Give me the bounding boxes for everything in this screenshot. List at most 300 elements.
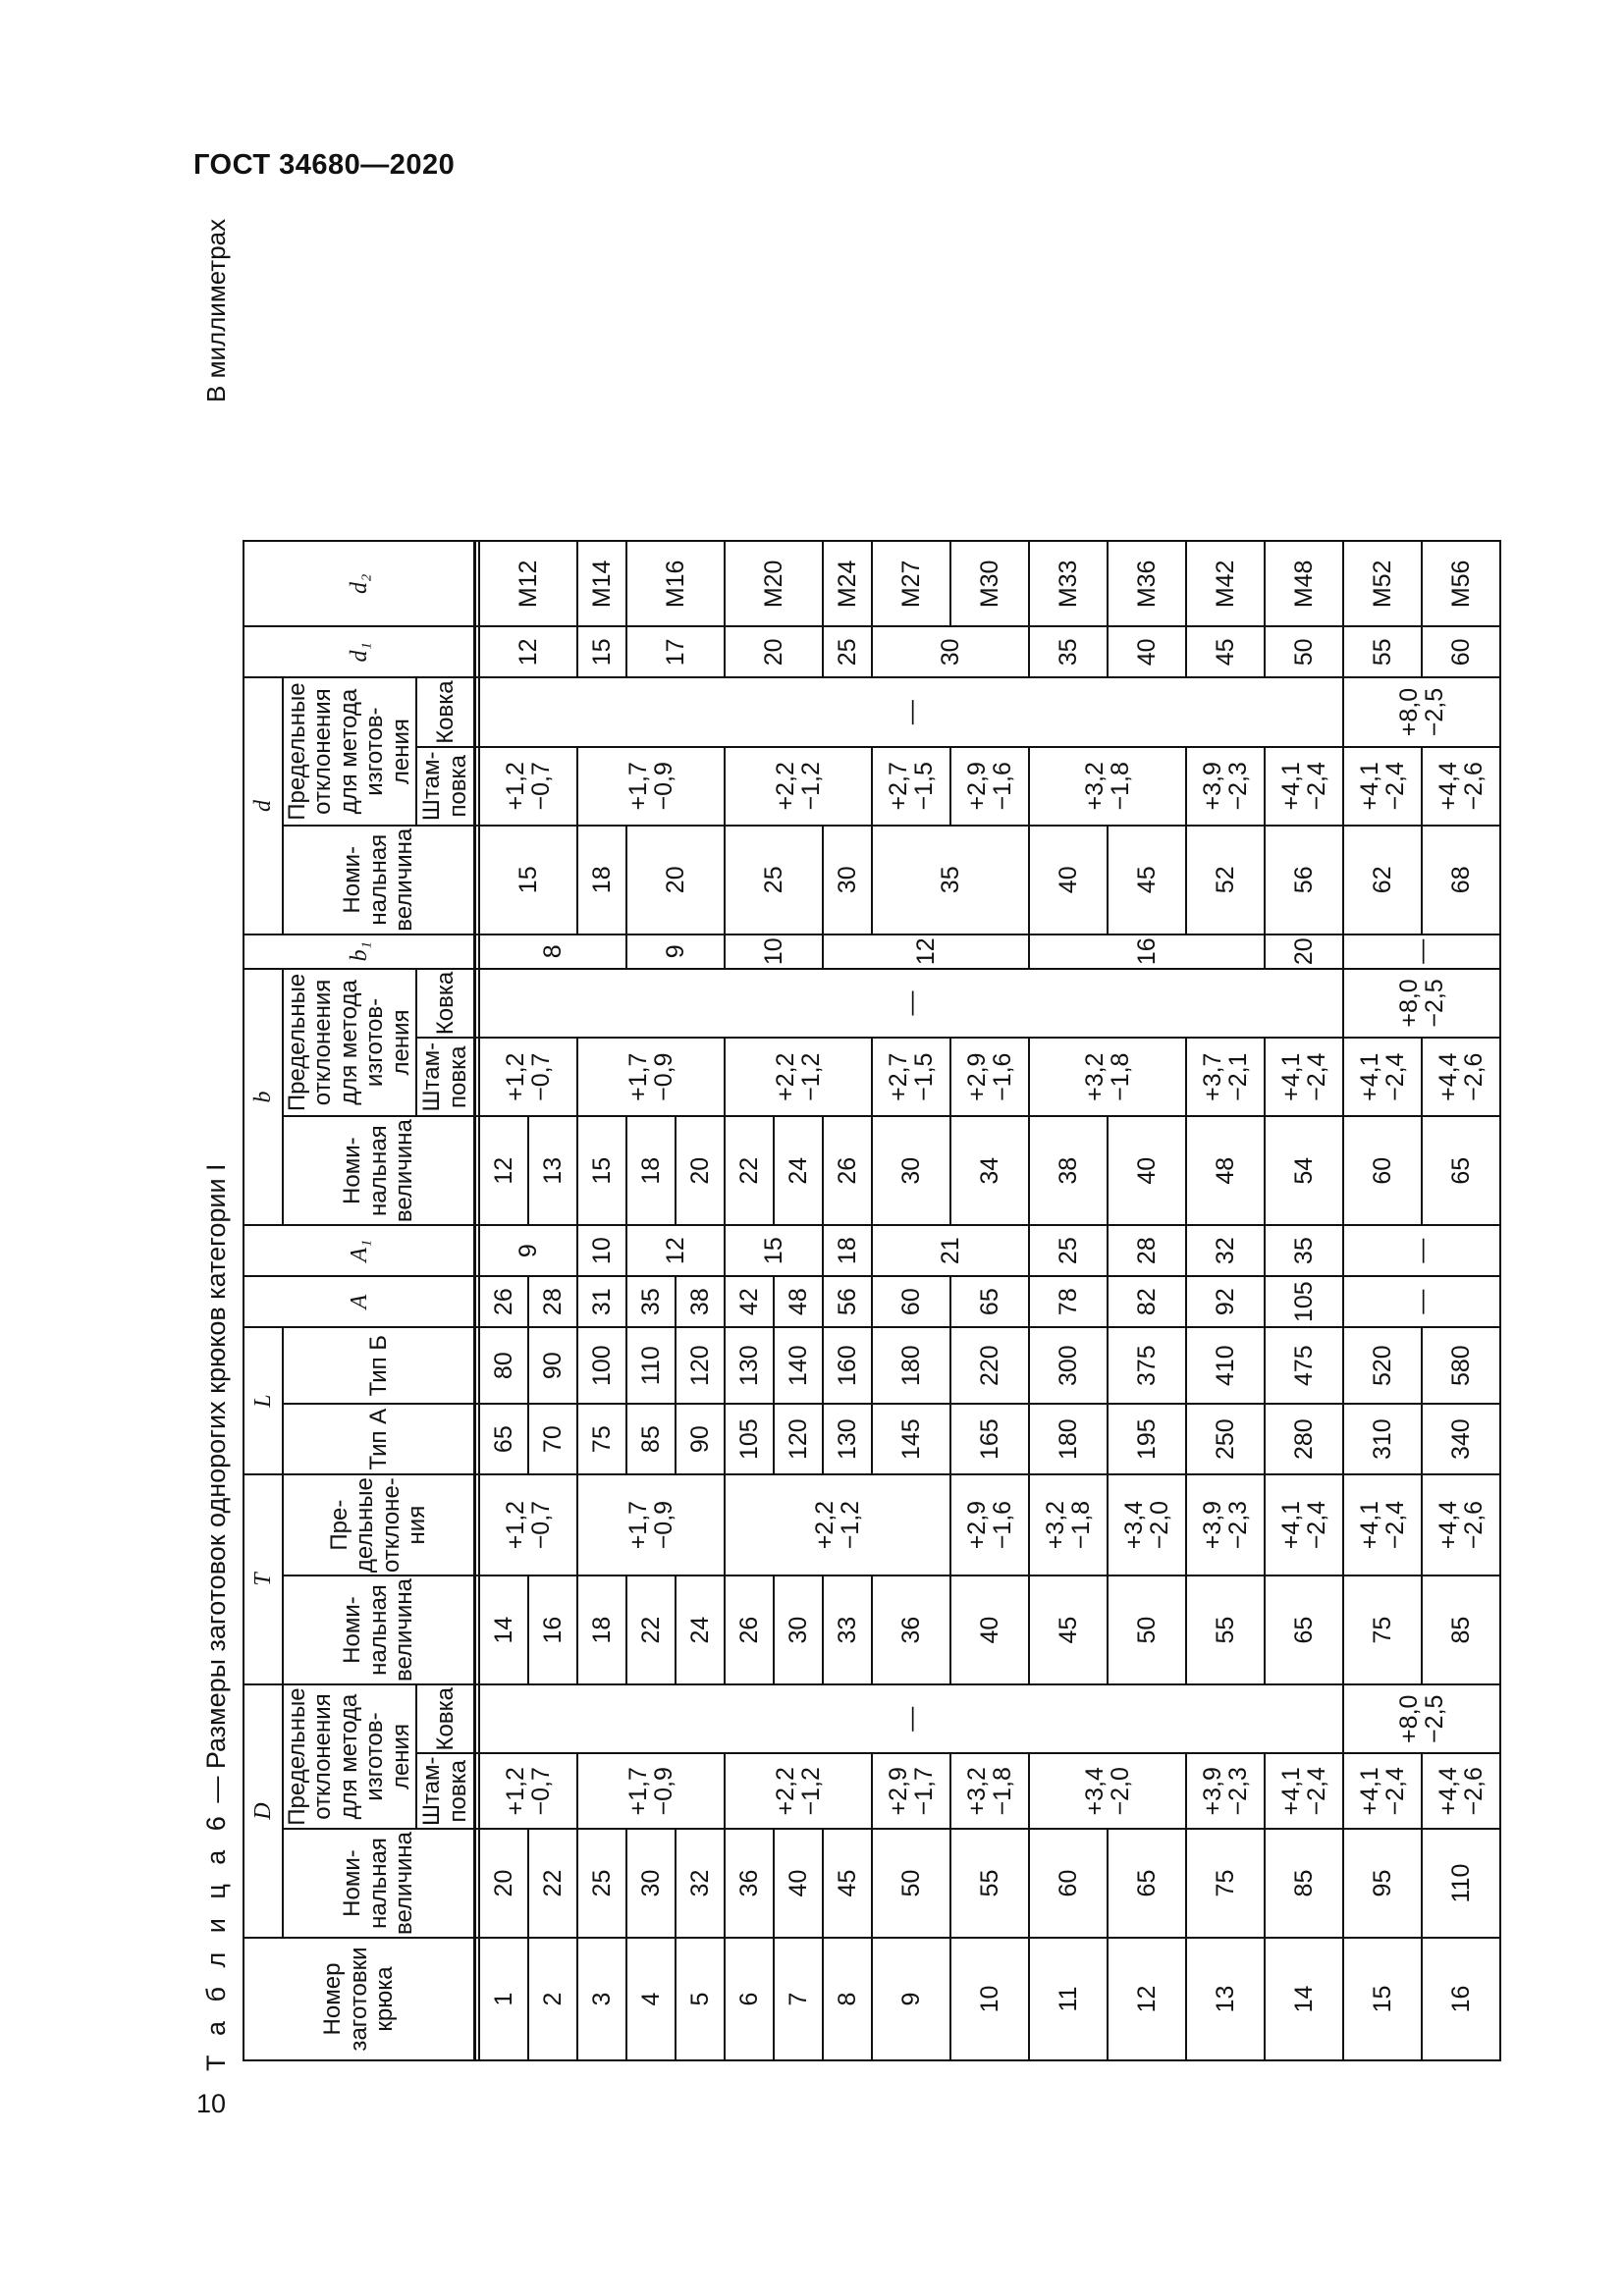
header-b-forging: Ковка	[416, 969, 475, 1038]
header-b-nominal: Номи- нальная величина	[283, 1116, 475, 1225]
deviation-value: +3,2 −1,8	[1080, 1052, 1135, 1101]
cell-d-nom: 68	[1422, 826, 1500, 934]
cell-T-nom: 55	[1186, 1575, 1265, 1684]
cell-b-stamp	[725, 1038, 872, 1116]
cell-D-nom: 22	[528, 1829, 577, 1938]
cell-A1: 12	[626, 1225, 725, 1276]
header-hook-number: Номер заготовки крюка	[244, 1938, 475, 2060]
deviation-value: +1,2 −0,7	[501, 1500, 556, 1550]
cell-b-nom: 30	[872, 1116, 950, 1225]
cell-b-stamp	[479, 1038, 577, 1116]
deviation-value: +2,2 −1,2	[810, 1500, 865, 1550]
cell-D-nom: 85	[1265, 1829, 1343, 1938]
header-d-forging: Ковка	[416, 677, 475, 746]
cell-T-dev	[1265, 1474, 1343, 1575]
cell-b-nom: 18	[626, 1116, 676, 1225]
cell-D-nom: 75	[1186, 1829, 1265, 1938]
cell-A1: 32	[1186, 1225, 1265, 1276]
table-row	[1186, 541, 1265, 2060]
header-A1: A₁	[244, 1225, 475, 1276]
header-d-nominal: Номи- нальная величина	[283, 826, 475, 934]
deviation-value: +1,7 −0,9	[623, 762, 678, 811]
table-row	[725, 541, 774, 2060]
cell-L-b: 180	[872, 1327, 950, 1404]
table-row	[950, 541, 1029, 2060]
header-d2: d₂	[244, 541, 475, 626]
cell-b-nom: 26	[823, 1116, 872, 1225]
cell-L-b: 80	[479, 1327, 528, 1404]
cell-d-nom: 25	[725, 826, 823, 934]
deviation-value: +4,4 −2,6	[1434, 762, 1489, 811]
header-T-dev: Пре- дельные отклоне- ния	[283, 1474, 475, 1575]
cell-T-dev	[1108, 1474, 1186, 1575]
cell-A1: 28	[1108, 1225, 1186, 1276]
header-T: T	[244, 1474, 283, 1684]
table-row	[1265, 541, 1343, 2060]
cell-D-nom: 95	[1343, 1829, 1422, 1938]
cell-T-nom: 26	[725, 1575, 774, 1684]
cell-L-b: 120	[676, 1327, 725, 1404]
deviation-value: +4,1 −2,4	[1276, 762, 1331, 811]
cell-b-stamp	[1186, 1038, 1265, 1116]
cell-d-nom: 52	[1186, 826, 1265, 934]
table-row	[577, 541, 626, 2060]
cell-b-stamp	[950, 1038, 1029, 1116]
cell-A1: 15	[725, 1225, 823, 1276]
cell-T-nom: 16	[528, 1575, 577, 1684]
cell-T-nom: 50	[1108, 1575, 1186, 1684]
cell-D-stamp	[1422, 1753, 1500, 1829]
cell-A1: —	[1343, 1225, 1500, 1276]
cell-T-dev	[1343, 1474, 1422, 1575]
cell-d-nom: 56	[1265, 826, 1343, 934]
deviation-value: +2,7 −1,5	[884, 762, 939, 811]
deviation-value: +4,1 −2,4	[1276, 1052, 1331, 1101]
cell-T-nom: 33	[823, 1575, 872, 1684]
cell-L-a: 180	[1029, 1404, 1108, 1474]
cell-A: 28	[528, 1276, 577, 1327]
cell-d1: 17	[626, 626, 725, 677]
deviation-value: +8,0 −2,5	[1394, 979, 1449, 1028]
cell-num: 6	[725, 1938, 774, 2060]
deviation-value: +3,2 −1,8	[962, 1767, 1017, 1816]
cell-b1: 8	[479, 934, 626, 969]
cell-num: 13	[1186, 1938, 1265, 2060]
cell-num: 10	[950, 1938, 1029, 2060]
cell-b-stamp	[577, 1038, 725, 1116]
cell-T-nom: 24	[676, 1575, 725, 1684]
cell-b-stamp	[1343, 1038, 1422, 1116]
table-row	[1029, 541, 1108, 2060]
cell-d2: M12	[479, 541, 577, 626]
cell-L-b: 110	[626, 1327, 676, 1404]
cell-d1: 35	[1029, 626, 1108, 677]
cell-d2: M30	[950, 541, 1029, 626]
cell-b1: 12	[823, 934, 1029, 969]
cell-d2: M56	[1422, 541, 1500, 626]
cell-A: 78	[1029, 1276, 1108, 1327]
cell-L-a: 130	[823, 1404, 872, 1474]
cell-T-nom: 40	[950, 1575, 1029, 1684]
header-b: b	[244, 969, 283, 1225]
header-b1: b₁	[244, 934, 475, 969]
cell-d2: M27	[872, 541, 950, 626]
deviation-value: +3,4 −2,0	[1119, 1500, 1174, 1550]
deviation-value: +8,0 −2,5	[1394, 1694, 1449, 1743]
header-L-type-a: Тип А	[283, 1404, 475, 1474]
cell-d-stamp	[725, 747, 872, 826]
header-D-stamping: Штам- повка	[416, 1753, 475, 1829]
cell-num: 5	[676, 1938, 725, 2060]
cell-b-forge: —	[479, 969, 1343, 1038]
deviation-value: +4,1 −2,4	[1355, 1767, 1410, 1816]
cell-D-nom: 65	[1108, 1829, 1186, 1938]
cell-d1: 40	[1108, 626, 1186, 677]
cell-A1: 25	[1029, 1225, 1108, 1276]
deviation-value: +3,7 −2,1	[1198, 1052, 1253, 1101]
cell-T-nom: 85	[1422, 1575, 1500, 1684]
deviation-value: +4,4 −2,6	[1434, 1052, 1489, 1101]
deviation-value: +2,2 −1,2	[771, 762, 826, 811]
cell-T-dev	[479, 1474, 577, 1575]
cell-D-nom: 20	[479, 1829, 528, 1938]
cell-b1: 9	[626, 934, 725, 969]
cell-L-a: 280	[1265, 1404, 1343, 1474]
cell-D-stamp	[577, 1753, 725, 1829]
cell-A: 35	[626, 1276, 676, 1327]
cell-D-nom: 50	[872, 1829, 950, 1938]
cell-L-a: 90	[676, 1404, 725, 1474]
cell-d2: M52	[1343, 541, 1422, 626]
cell-b-nom: 40	[1108, 1116, 1186, 1225]
cell-d1: 15	[577, 626, 626, 677]
cell-d2: M33	[1029, 541, 1108, 626]
cell-L-a: 75	[577, 1404, 626, 1474]
cell-L-a: 70	[528, 1404, 577, 1474]
cell-d2: M20	[725, 541, 823, 626]
cell-L-a: 85	[626, 1404, 676, 1474]
cell-L-a: 65	[479, 1404, 528, 1474]
cell-b-stamp	[872, 1038, 950, 1116]
cell-L-b: 90	[528, 1327, 577, 1404]
cell-d1: 30	[872, 626, 1029, 677]
cell-L-b: 130	[725, 1327, 774, 1404]
cell-L-a: 105	[725, 1404, 774, 1474]
cell-T-dev	[1186, 1474, 1265, 1575]
cell-d-nom: 15	[479, 826, 577, 934]
cell-d1: 50	[1265, 626, 1343, 677]
cell-T-nom: 22	[626, 1575, 676, 1684]
cell-T-dev	[950, 1474, 1029, 1575]
cell-b-forge	[1343, 969, 1500, 1038]
cell-A: —	[1343, 1276, 1500, 1327]
deviation-value: +2,2 −1,2	[771, 1052, 826, 1101]
deviation-value: +1,7 −0,9	[623, 1052, 678, 1101]
header-D-forging: Ковка	[416, 1684, 475, 1753]
cell-d1: 12	[479, 626, 577, 677]
cell-L-b: 140	[774, 1327, 823, 1404]
header-d-stamping: Штам- повка	[416, 747, 475, 826]
deviation-value: +2,9 −1,7	[884, 1767, 939, 1816]
cell-d1: 55	[1343, 626, 1422, 677]
deviation-value: +2,9 −1,6	[962, 762, 1017, 811]
cell-d-nom: 30	[823, 826, 872, 934]
deviation-value: +2,2 −1,2	[771, 1767, 826, 1816]
cell-b-nom: 20	[676, 1116, 725, 1225]
cell-d-stamp	[950, 747, 1029, 826]
cell-num: 8	[823, 1938, 872, 2060]
cell-b-nom: 60	[1343, 1116, 1422, 1225]
cell-A1: 35	[1265, 1225, 1343, 1276]
cell-d-stamp	[1186, 747, 1265, 826]
table-row	[872, 541, 950, 2060]
cell-d-stamp	[1422, 747, 1500, 826]
cell-D-stamp	[479, 1753, 577, 1829]
cell-A: 31	[577, 1276, 626, 1327]
cell-d1: 25	[823, 626, 872, 677]
cell-num: 7	[774, 1938, 823, 2060]
cell-b-nom: 54	[1265, 1116, 1343, 1225]
cell-T-nom: 30	[774, 1575, 823, 1684]
header-D-method-dev: Предельные отклонения для метода изготов- ления	[283, 1684, 416, 1829]
cell-L-a: 120	[774, 1404, 823, 1474]
rotated-table-region	[201, 206, 1489, 2071]
cell-d-nom: 40	[1029, 826, 1108, 934]
units-note: В миллиметрах	[201, 218, 231, 402]
cell-A: 65	[950, 1276, 1029, 1327]
cell-D-forge: —	[479, 1684, 1343, 1753]
header-d: d	[244, 677, 283, 934]
cell-L-a: 340	[1422, 1404, 1500, 1474]
cell-A: 105	[1265, 1276, 1343, 1327]
cell-num: 3	[577, 1938, 626, 2060]
cell-b-nom: 34	[950, 1116, 1029, 1225]
cell-T-dev	[577, 1474, 725, 1575]
cell-b-nom: 38	[1029, 1116, 1108, 1225]
table-caption	[201, 1163, 232, 2071]
cell-d-nom: 45	[1108, 826, 1186, 934]
cell-L-b: 300	[1029, 1327, 1108, 1404]
header-L-type-b: Тип Б	[283, 1327, 475, 1404]
cell-D-nom: 30	[626, 1829, 676, 1938]
cell-num: 4	[626, 1938, 676, 2060]
cell-L-a: 165	[950, 1404, 1029, 1474]
cell-d2: M24	[823, 541, 872, 626]
cell-d2: M48	[1265, 541, 1343, 626]
cell-A1: 10	[577, 1225, 626, 1276]
cell-D-forge	[1343, 1684, 1500, 1753]
cell-b-nom: 15	[577, 1116, 626, 1225]
page-number: 10	[196, 2089, 227, 2118]
cell-T-nom: 36	[872, 1575, 950, 1684]
cell-T-dev	[1422, 1474, 1500, 1575]
deviation-value: +4,1 −2,4	[1355, 762, 1410, 811]
deviation-value: +2,9 −1,6	[962, 1052, 1017, 1101]
deviation-value: +1,7 −0,9	[623, 1767, 678, 1816]
cell-b-nom: 48	[1186, 1116, 1265, 1225]
deviation-value: +8,0 −2,5	[1394, 687, 1449, 737]
cell-L-b: 475	[1265, 1327, 1343, 1404]
cell-L-b: 580	[1422, 1327, 1500, 1404]
deviation-value: +4,1 −2,4	[1276, 1767, 1331, 1816]
cell-num: 2	[528, 1938, 577, 2060]
cell-d-forge	[1343, 677, 1500, 746]
cell-D-nom: 32	[676, 1829, 725, 1938]
cell-T-nom: 65	[1265, 1575, 1343, 1684]
cell-num: 14	[1265, 1938, 1343, 2060]
document-title: ГОСТ 34680—2020	[193, 149, 456, 181]
cell-b-stamp	[1265, 1038, 1343, 1116]
cell-d-nom: 20	[626, 826, 725, 934]
table-row	[479, 541, 528, 2060]
cell-D-nom: 55	[950, 1829, 1029, 1938]
hook-blank-dimensions-table	[243, 540, 1501, 2061]
cell-D-nom: 45	[823, 1829, 872, 1938]
deviation-value: +2,7 −1,5	[884, 1052, 939, 1101]
cell-L-b: 100	[577, 1327, 626, 1404]
table-caption-prefix: Т а б л и ц а 6	[201, 1810, 231, 2071]
cell-d-forge: —	[479, 677, 1343, 746]
cell-d-nom: 35	[872, 826, 1029, 934]
cell-L-a: 195	[1108, 1404, 1186, 1474]
deviation-value: +3,2 −1,8	[1080, 762, 1135, 811]
cell-L-a: 310	[1343, 1404, 1422, 1474]
cell-b-nom: 12	[479, 1116, 528, 1225]
header-D-nominal: Номи- нальная величина	[283, 1829, 475, 1938]
cell-num: 15	[1343, 1938, 1422, 2060]
cell-L-b: 375	[1108, 1327, 1186, 1404]
cell-T-dev	[1029, 1474, 1108, 1575]
cell-A: 82	[1108, 1276, 1186, 1327]
cell-D-nom: 25	[577, 1829, 626, 1938]
cell-d-nom: 62	[1343, 826, 1422, 934]
cell-d1: 45	[1186, 626, 1265, 677]
cell-D-nom: 110	[1422, 1829, 1500, 1938]
cell-d-stamp	[872, 747, 950, 826]
cell-T-nom: 75	[1343, 1575, 1422, 1684]
cell-A: 56	[823, 1276, 872, 1327]
cell-T-dev	[725, 1474, 950, 1575]
cell-D-stamp	[1029, 1753, 1186, 1829]
cell-d2: M42	[1186, 541, 1265, 626]
cell-L-b: 410	[1186, 1327, 1265, 1404]
cell-D-nom: 60	[1029, 1829, 1108, 1938]
cell-b-nom: 24	[774, 1116, 823, 1225]
header-d-method-dev: Предельные отклонения для метода изготов- ления	[283, 677, 416, 825]
cell-D-stamp	[725, 1753, 872, 1829]
header-D: D	[244, 1684, 283, 1938]
cell-A: 92	[1186, 1276, 1265, 1327]
deviation-value: +1,2 −0,7	[501, 1052, 556, 1101]
deviation-value: +3,2 −1,8	[1041, 1500, 1096, 1550]
header-T-nominal: Номи- нальная величина	[283, 1575, 475, 1684]
cell-A: 60	[872, 1276, 950, 1327]
header-L: L	[244, 1327, 283, 1474]
cell-b-nom: 65	[1422, 1116, 1500, 1225]
cell-D-stamp	[1186, 1753, 1265, 1829]
cell-T-nom: 45	[1029, 1575, 1108, 1684]
cell-D-stamp	[1343, 1753, 1422, 1829]
cell-L-b: 160	[823, 1327, 872, 1404]
cell-b1: 16	[1029, 934, 1265, 969]
deviation-value: +1,2 −0,7	[501, 1767, 556, 1816]
cell-d-nom: 18	[577, 826, 626, 934]
cell-b1: —	[1343, 934, 1500, 969]
cell-A: 38	[676, 1276, 725, 1327]
deviation-value: +3,9 −2,3	[1198, 1500, 1253, 1550]
table-row	[1343, 541, 1422, 2060]
cell-b-nom: 22	[725, 1116, 774, 1225]
cell-d2: M36	[1108, 541, 1186, 626]
cell-num: 16	[1422, 1938, 1500, 2060]
cell-d-stamp	[577, 747, 725, 826]
header-A: A	[244, 1276, 475, 1327]
cell-d1: 60	[1422, 626, 1500, 677]
cell-num: 1	[479, 1938, 528, 2060]
cell-d1: 20	[725, 626, 823, 677]
deviation-value: +3,4 −2,0	[1080, 1767, 1135, 1816]
deviation-value: +3,9 −2,3	[1198, 1767, 1253, 1816]
cell-A1: 9	[479, 1225, 577, 1276]
cell-d2: M14	[577, 541, 626, 626]
deviation-value: +4,1 −2,4	[1355, 1500, 1410, 1550]
header-d1: d₁	[244, 626, 475, 677]
cell-L-b: 220	[950, 1327, 1029, 1404]
deviation-value: +3,9 −2,3	[1198, 762, 1253, 811]
cell-A: 42	[725, 1276, 774, 1327]
header-b-method-dev: Предельные отклонения для метода изготов- ления	[283, 969, 416, 1116]
cell-D-stamp	[950, 1753, 1029, 1829]
deviation-value: +1,2 −0,7	[501, 762, 556, 811]
cell-b-stamp	[1422, 1038, 1500, 1116]
cell-T-nom: 14	[479, 1575, 528, 1684]
cell-D-stamp	[872, 1753, 950, 1829]
cell-A: 48	[774, 1276, 823, 1327]
deviation-value: +4,1 −2,4	[1355, 1052, 1410, 1101]
cell-b-stamp	[1029, 1038, 1186, 1116]
deviation-value: +4,1 −2,4	[1276, 1500, 1331, 1550]
cell-L-a: 145	[872, 1404, 950, 1474]
header-b-stamping: Штам- повка	[416, 1038, 475, 1116]
table-body	[479, 541, 1500, 2060]
cell-d-stamp	[1265, 747, 1343, 826]
deviation-value: +4,4 −2,6	[1434, 1500, 1489, 1550]
deviation-value: +4,4 −2,6	[1434, 1767, 1489, 1816]
cell-d-stamp	[479, 747, 577, 826]
cell-b-nom: 13	[528, 1116, 577, 1225]
cell-D-nom: 36	[725, 1829, 774, 1938]
cell-num: 9	[872, 1938, 950, 2060]
table-caption-text: — Размеры заготовок однорогих крюков категории I	[201, 1163, 231, 1811]
cell-d2: M16	[626, 541, 725, 626]
cell-d-stamp	[1029, 747, 1186, 826]
cell-A1: 18	[823, 1225, 872, 1276]
deviation-value: +1,7 −0,9	[623, 1500, 678, 1550]
cell-L-a: 250	[1186, 1404, 1265, 1474]
cell-T-nom: 18	[577, 1575, 626, 1684]
cell-D-nom: 40	[774, 1829, 823, 1938]
deviation-value: +2,9 −1,6	[962, 1500, 1017, 1550]
cell-num: 11	[1029, 1938, 1108, 2060]
cell-A: 26	[479, 1276, 528, 1327]
cell-b1: 10	[725, 934, 823, 969]
cell-D-stamp	[1265, 1753, 1343, 1829]
cell-L-b: 520	[1343, 1327, 1422, 1404]
cell-d-stamp	[1343, 747, 1422, 826]
cell-num: 12	[1108, 1938, 1186, 2060]
cell-A1: 21	[872, 1225, 1029, 1276]
cell-b1: 20	[1265, 934, 1343, 969]
